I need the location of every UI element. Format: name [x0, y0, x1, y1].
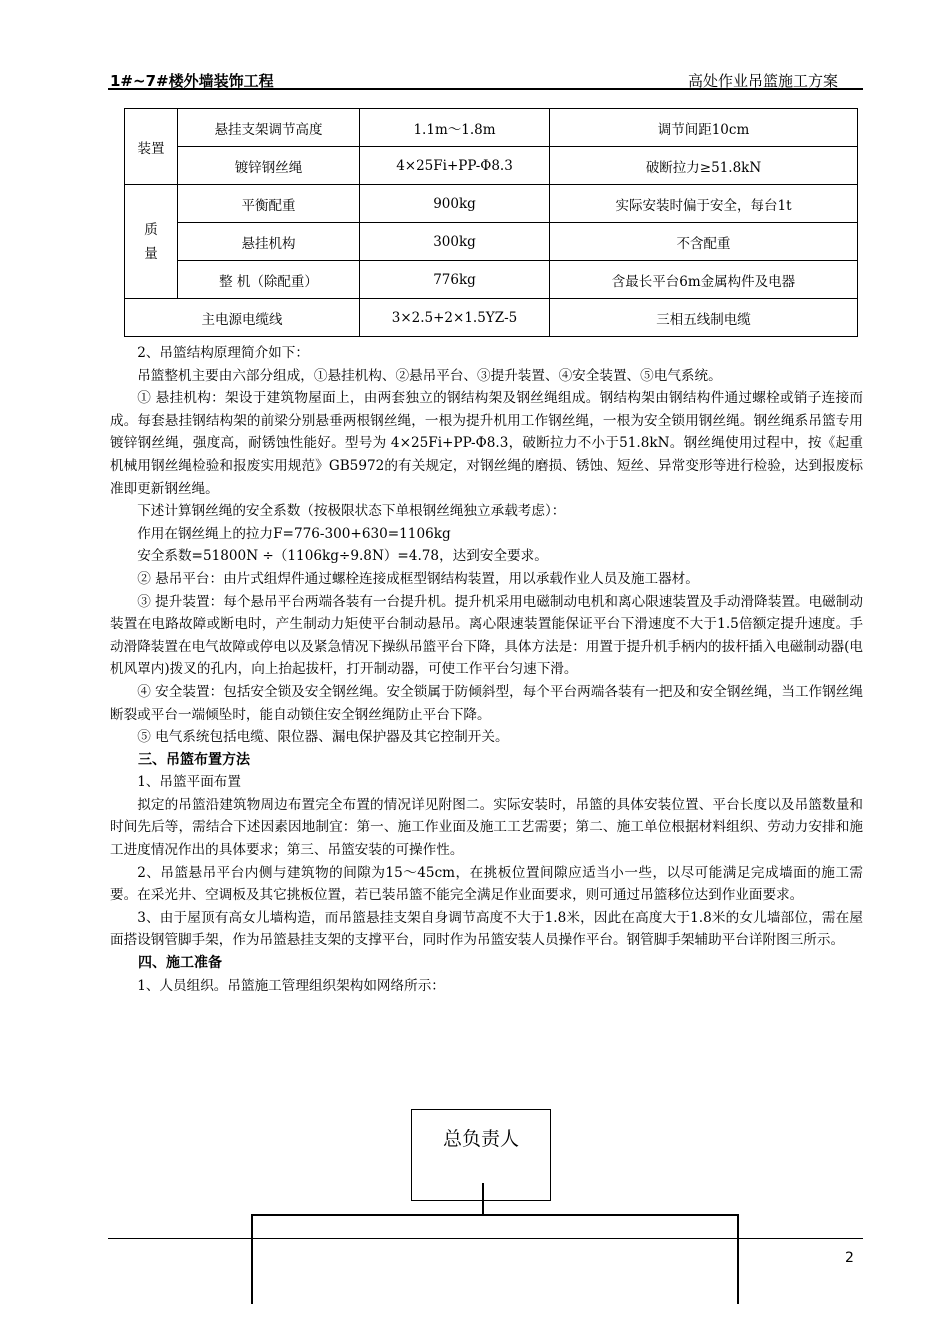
table-cell: 实际安装时偏于安全，每台1t — [550, 185, 858, 223]
table-cell: 破断拉力≥51.8kN — [550, 147, 858, 185]
org-connector-horizontal — [251, 1214, 738, 1216]
paragraph: 2、吊篮悬吊平台内侧与建筑物的间隙为15～45cm，在挑板位置间隙应适当小一些，以尽可能满足完成墙面的施工需要。在采光井、空调板及其它挑板位置，若已装吊篮不能完全满足作业面要求，则可通过吊篮移位达到作业面要求。 — [110, 864, 863, 904]
paragraph: 2、吊篮结构原理简介如下： — [137, 345, 309, 361]
table-row — [125, 147, 858, 185]
paragraph: ④ 安全装置：包括安全锁及安全钢丝绳。安全锁属于防倾斜型，每个平台两端各装有一把及和安全钢丝绳，当工作钢丝绳断裂或平台一端倾坠时，能自动锁住安全钢丝绳防止平台下降。 — [110, 683, 863, 723]
table-cell: 平衡配重 — [178, 185, 360, 223]
group-device-cell: 装置 — [125, 109, 178, 185]
group-mass-cell — [125, 185, 178, 299]
section-heading: 三、吊篮布置方法 — [138, 751, 250, 768]
table-row — [125, 261, 858, 299]
table-row — [125, 223, 858, 261]
table-row — [125, 109, 858, 147]
paragraph: ② 悬吊平台：由片式组焊件通过螺栓连接成框型钢结构装置，用以承载作业人员及施工器材。 — [137, 570, 699, 587]
table-cell: 悬挂机构 — [178, 223, 360, 261]
org-branch-right — [737, 1214, 739, 1304]
paragraph: 安全系数=51800N ÷（1106kg÷9.8N）=4.78，达到安全要求。 — [137, 548, 548, 565]
org-top-label: 总负责人 — [442, 1128, 519, 1150]
org-top-box — [411, 1109, 551, 1201]
paragraph: 1、人员组织。吊篮施工管理组织架构如网络所示： — [137, 977, 445, 994]
paragraph: 作用在钢丝绳上的拉力F=776-300+630=1106kg — [137, 525, 451, 542]
table-cell: 整 机（除配重） — [178, 261, 360, 299]
table-cell: 776kg — [360, 261, 550, 299]
table-cell: 900kg — [360, 185, 550, 223]
table-row — [125, 185, 858, 223]
org-branch-left — [251, 1214, 253, 1304]
paragraph: 拟定的吊篮沿建筑物周边布置完全布置的情况详见附图二。实际安装时，吊篮的具体安装位置、平台长度以及吊篮数量和时间先后等，需结合下述因素因地制宜：第一、施工作业面及施工工艺需要；第二、施工单位根据材料组织、劳动力安排和施工进度情况作出的具体要求；第三、吊篮安装的可操作性。 — [110, 796, 863, 859]
paragraph: ⑤ 电气系统包括电缆、限位器、漏电保护器及其它控制开关。 — [137, 729, 509, 746]
table-row — [125, 299, 858, 337]
table-cell: 4×25Fi+PP-Φ8.3 — [360, 147, 550, 185]
table-cell: 3×2.5+2×1.5YZ-5 — [360, 299, 550, 337]
table-cell: 调节间距10cm — [550, 109, 858, 147]
section-heading: 四、施工准备 — [138, 955, 222, 972]
header-doc-title: 高处作业吊篮施工方案 — [687, 72, 838, 90]
table-cell: 1.1m～1.8m — [360, 109, 550, 147]
body-text — [110, 342, 863, 997]
paragraph: ③ 提升装置：每个悬吊平台两端各装有一台提升机。提升机采用电磁制动电机和离心限速装置及手动滑降装置。电磁制动装置在电路故障或断电时，产生制动力矩使平台制动悬吊。离心限速装置能保证平台下滑速度不大于1.5倍额定提升速度。手动滑降装置在电气故障或停电以及紧急情况下操纵吊篮平台下降，具体方法是：用置于提升机手柄内的拔杆插入电磁制动器(电机风罩内)拨叉的孔内，向上抬起拔杆，打开制动器，可使工作平台匀速下滑。 — [110, 593, 863, 678]
table-cell: 主电源电缆线 — [125, 299, 360, 337]
paragraph: 吊篮整机主要由六部分组成，①悬挂机构、②悬吊平台、③提升装置、④安全装置、⑤电气系统。 — [137, 367, 722, 384]
paragraph: 1、吊篮平面布置 — [137, 774, 241, 791]
header-project-title: 1#~7#楼外墙装饰工程 — [110, 72, 274, 90]
page-number: 2 — [845, 1250, 854, 1266]
paragraph: 下述计算钢丝绳的安全系数（按极限状态下单根钢丝绳独立承载考虑）： — [137, 503, 566, 520]
paragraph: ① 悬挂机构：架设于建筑物屋面上，由两套独立的钢结构架及钢丝绳组成。钢结构架由钢结构件通过螺栓或销子连接而成。每套悬挂钢结构架的前梁分别悬垂两根钢丝绳，一根为提升机用工作钢丝绳，一根为安全锁用钢丝绳。钢丝绳系吊篮专用镀锌钢丝绳，强度高，耐锈蚀性能好。型号为 4×25Fi+PP-Φ8.3，破断拉力不小于51.8kN。钢丝绳使用过程中，按《起重机械用钢丝绳检验和报废实用规范》GB5972的有关规定，对钢丝绳的磨损、锈蚀、短丝、异常变形等进行检验，达到报废标准即更新钢丝绳。 — [110, 390, 863, 497]
spec-table — [124, 108, 858, 337]
table-cell: 悬挂支架调节高度 — [178, 109, 360, 147]
paragraph: 3、由于屋顶有高女儿墙构造，而吊篮悬挂支架自身调节高度不大于1.8米，因此在高度大于1.8米的女儿墙部位，需在屋面搭设钢管脚手架，作为吊篮悬挂支架的支撑平台，同时作为吊篮安装人员操作平台。钢管脚手架辅助平台详附图三所示。 — [110, 909, 863, 949]
table-cell: 三相五线制电缆 — [550, 299, 858, 337]
table-cell: 镀锌钢丝绳 — [178, 147, 360, 185]
table-cell: 不含配重 — [550, 223, 858, 261]
org-connector-vertical — [482, 1183, 484, 1215]
header-rule — [108, 88, 863, 90]
group-mass-char: 质 — [144, 221, 158, 238]
footer-rule — [108, 1238, 863, 1239]
group-mass-char: 量 — [144, 245, 158, 262]
table-cell: 含最长平台6m金属构件及电器 — [550, 261, 858, 299]
table-cell: 300kg — [360, 223, 550, 261]
